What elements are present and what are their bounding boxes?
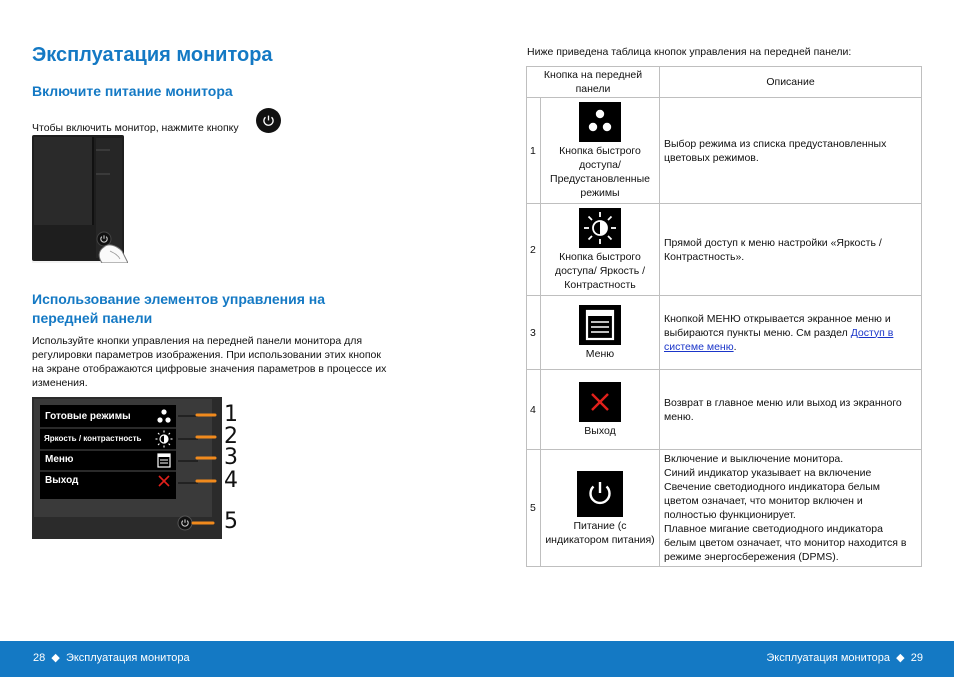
callout-number: 1: [224, 402, 238, 427]
menu-icon: [579, 305, 621, 345]
brightness-contrast-icon: [579, 208, 621, 248]
button-label: Выход: [584, 425, 616, 437]
row-number: 4: [527, 370, 541, 450]
menu-system-link[interactable]: Доступ в системе меню: [664, 326, 894, 353]
footer-separator: ◆: [896, 652, 905, 664]
button-label: Питание (с индикатором питания): [545, 519, 655, 546]
row-number: 1: [527, 98, 541, 204]
page-number-right: 29: [910, 652, 923, 664]
description-line: Плавное мигание светодиодного индикатора белым цветом означает, что монитор находится в режиме энергосбережения (DPMS).: [664, 523, 907, 563]
exit-icon: [579, 382, 621, 422]
button-label: Кнопка быстрого доступа/ Предустановленные режимы: [550, 145, 650, 199]
button-cell: [541, 296, 660, 370]
section-heading-power-on: Включите питание монитора: [32, 83, 233, 99]
row-number: 5: [527, 450, 541, 567]
power-on-text: Чтобы включить монитор, нажмите кнопку: [32, 122, 239, 134]
osd-item-exit: Выход: [45, 475, 79, 486]
description-text: Кнопкой МЕНЮ открывается экранное меню и выбираются пункты меню. См раздел: [664, 312, 891, 339]
text-line: Используйте кнопки управления на передней панели монитора для: [32, 335, 363, 347]
footer-left: [33, 651, 190, 664]
table-row: [527, 296, 922, 370]
monitor-power-illustration: [32, 135, 128, 263]
osd-item-brightness: Яркость / контрастность: [44, 434, 142, 443]
row-number: 2: [527, 204, 541, 296]
button-cell: [541, 450, 660, 567]
section-heading-controls: [32, 290, 325, 328]
header-button: Кнопка на передней панели: [527, 67, 660, 98]
text-line: регулировки параметров изображения. При использовании этих кнопок: [32, 349, 381, 361]
callout-number: 4: [224, 468, 238, 493]
callout-number: 3: [224, 445, 238, 470]
description-cell: [660, 296, 922, 370]
preset-modes-icon: [579, 102, 621, 142]
description-cell: Возврат в главное меню или выход из экранного меню.: [660, 370, 922, 450]
text-line: изменения.: [32, 377, 88, 389]
button-label: Меню: [585, 348, 615, 360]
button-cell: [541, 204, 660, 296]
osd-item-menu: Меню: [45, 454, 74, 465]
table-intro: Ниже приведена таблица кнопок управления на передней панели:: [527, 46, 852, 58]
description-line: Свечение светодиодного индикатора белым цветом означает, что монитор включен и полностью функционирует.: [664, 481, 880, 521]
footer-right: [766, 651, 923, 664]
row-number: 3: [527, 296, 541, 370]
description-cell: [660, 450, 922, 567]
table-row: [527, 370, 922, 450]
power-icon: [577, 471, 623, 517]
page-title: Эксплуатация монитора: [32, 44, 273, 66]
header-description: Описание: [660, 67, 922, 98]
table-row: [527, 450, 922, 567]
power-icon: [256, 108, 281, 133]
controls-table: [526, 66, 922, 567]
button-cell: [541, 98, 660, 204]
description-line: Синий индикатор указывает на включение: [664, 467, 872, 479]
osd-illustration: [32, 397, 252, 542]
description-cell: Выбор режима из списка предустановленных цветовых режимов.: [660, 98, 922, 204]
osd-item-preset: Готовые режимы: [45, 411, 131, 422]
preset-modes-icon: [161, 409, 166, 414]
footer-separator: ◆: [51, 652, 60, 664]
page-number-left: 28: [33, 652, 46, 664]
heading-line-2: передней панели: [32, 310, 153, 326]
table-row: [527, 98, 922, 204]
page-footer: [0, 641, 954, 677]
description-line: Включение и выключение монитора.: [664, 453, 844, 465]
footer-title-left: Эксплуатация монитора: [65, 652, 190, 664]
description-text: .: [733, 340, 737, 353]
table-row: [527, 204, 922, 296]
button-label: Кнопка быстрого доступа/ Яркость / Контрастность: [554, 251, 646, 291]
description-cell: Прямой доступ к меню настройки «Яркость / Контрастность».: [660, 204, 922, 296]
callout-number: 5: [224, 509, 238, 534]
controls-text: [32, 334, 386, 390]
heading-line-1: Использование элементов управления на: [32, 291, 325, 307]
button-cell: [541, 370, 660, 450]
footer-title-right: Эксплуатация монитора: [766, 652, 891, 664]
callout-number: 2: [224, 424, 238, 449]
text-line: на экране отображаются цифровые значения параметров в процессе их: [32, 363, 387, 375]
